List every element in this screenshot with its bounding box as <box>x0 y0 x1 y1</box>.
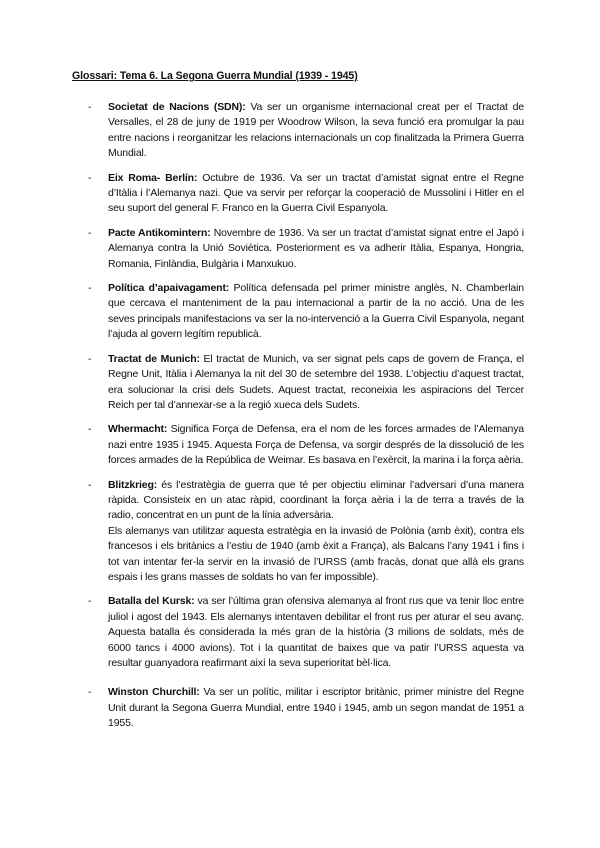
bullet-marker: - <box>88 423 92 436</box>
entry-term: Whermacht: <box>108 423 168 436</box>
bullet-marker: - <box>88 478 92 491</box>
entry-paragraph <box>108 478 524 524</box>
entry-paragraph <box>108 524 524 586</box>
glossary-entry <box>88 171 524 217</box>
entry-paragraph <box>108 171 524 217</box>
entry-paragraph <box>108 422 524 468</box>
entry-term: Batalla del Kursk: <box>108 595 195 608</box>
entry-term: Winston Churchill: <box>108 686 200 699</box>
entry-definition: Novembre de 1936. Va ser un tractat d’amistat signat entre el Japó i Alemanya contra la Unió Soviètica. Posteriorment es va adherir Itàlia, Espanya, Hongria, Romania, Finlàndia, Bulgària i Manxukuo. <box>108 226 524 270</box>
entry-definition: Els alemanys van utilitzar aquesta estratègia en la invasió de Polònia (amb èxit), contra els francesos i els britànics a l’estiu de 1940 (amb èxit a França), als Balcans l’any 1941 i fins i tot van intentar fer-la servir en la invasió de l’URSS (amb fracàs, donat que allà els grans espais i les grans masses de soldats ho van fer impossible). <box>108 524 524 583</box>
entry-paragraph <box>108 685 524 731</box>
glossary-entry <box>88 478 524 586</box>
entry-definition: El tractat de Munich, va ser signat pels caps de govern de França, el Regne Unit, Itàlia i Alemanya la nit del 30 de setembre del 1938. L’objectiu d’aquest tractat, era solucionar la crisi dels Sudets. Aquest tractat, reconeixia les aspiracions del Tercer Reich per tal d’annexar-se a la regió xueca dels Sudets. <box>108 352 524 411</box>
glossary-list <box>88 100 524 741</box>
entry-definition: Significa Força de Defensa, era el nom de les forces armades de l’Alemanya nazi entre 1935 i 1945. Aquesta Força de Defensa, va sorgir després de la dissolució de les forces armades de la República de Weimar. Es basava en l’exèrcit, la marina i la força aèria. <box>108 423 524 467</box>
glossary-entry <box>88 422 524 468</box>
bullet-marker: - <box>88 171 92 184</box>
entry-paragraph <box>108 594 524 671</box>
glossary-entry <box>88 281 524 343</box>
bullet-marker: - <box>88 595 92 608</box>
glossary-entry <box>88 352 524 414</box>
entry-term: Política d’apaivagament: <box>108 282 230 295</box>
page-title: Glossari: Tema 6. La Segona Guerra Mundial (1939 - 1945) <box>72 70 358 82</box>
entry-definition: Va ser un polític, militar i escriptor britànic, primer ministre del Regne Unit durant la Segona Guerra Mundial, entre 1940 i 1945, amb un segon mandat de 1951 a 1955. <box>108 686 525 730</box>
bullet-marker: - <box>88 226 92 239</box>
glossary-entry <box>88 594 524 671</box>
entry-term: Blitzkrieg: <box>108 478 158 491</box>
bullet-marker: - <box>88 282 92 295</box>
entry-paragraph <box>108 281 524 343</box>
entry-paragraph <box>108 352 524 414</box>
bullet-marker: - <box>88 352 92 365</box>
entry-term: Societat de Nacions (SDN): <box>108 101 246 113</box>
entry-paragraph <box>108 100 524 162</box>
entry-definition: Va ser un organisme internacional creat per el Tractat de Versalles, el 28 de juny de 1919 per Woodrow Wilson, la seva funció era promulgar la pau entre nacions i reorganitzar les relacions internacionals un cop finalitzada la Primera Guerra Mundial. <box>108 101 524 160</box>
entry-paragraph <box>108 226 524 272</box>
entry-definition: és l’estratègia de guerra que té per objectiu eliminar l’adversari d’una manera ràpida. Consisteix en un atac ràpid, coordinant la força aèria i la de terra a través de la radio, concentrat en un punt de la línia adversària. <box>108 478 524 522</box>
entry-term: Pacte Antikomintern: <box>108 226 211 239</box>
bullet-marker: - <box>88 101 92 113</box>
bullet-marker: - <box>88 686 92 699</box>
glossary-entry <box>88 100 524 162</box>
entry-definition: Octubre de 1936. Va ser un tractat d’amistat signat entre el Regne d’Itàlia i l’Alemanya nazi. Que va servir per reforçar la cooperació de Mussolini i Hitler en el seu suport del general F. Franco en la Guerra Civil Espanyola. <box>108 171 524 215</box>
entry-term: Eix Roma- Berlín: <box>108 171 198 184</box>
entry-definition: Política defensada pel primer ministre anglès, N. Chamberlain que cercava el manteniment de la pau internacional a partir de la no acció. Una de les seves principals manifestacions va ser la no-intervenció a la Guerra Civil Espanyola, negant l’ajuda al govern legítim republicà. <box>108 282 524 341</box>
glossary-entry <box>88 226 524 272</box>
glossary-entry <box>88 685 524 731</box>
entry-term: Tractat de Munich: <box>108 352 200 365</box>
entry-definition: va ser l’última gran ofensiva alemanya al front rus que va tenir lloc entre juliol i agost del 1943. Els alemanys intentaven debilitar el front rus per aturar el seu avanç. Aquesta batalla és considerada la més gran de la història (3 milions de soldats, més de 6000 tancs i 4000 avions). Tot i la quantitat de baixes que va patir l’URSS aquesta va resultar guanyadora reafirmant així la seva superioritat bèl·lica. <box>108 595 525 669</box>
